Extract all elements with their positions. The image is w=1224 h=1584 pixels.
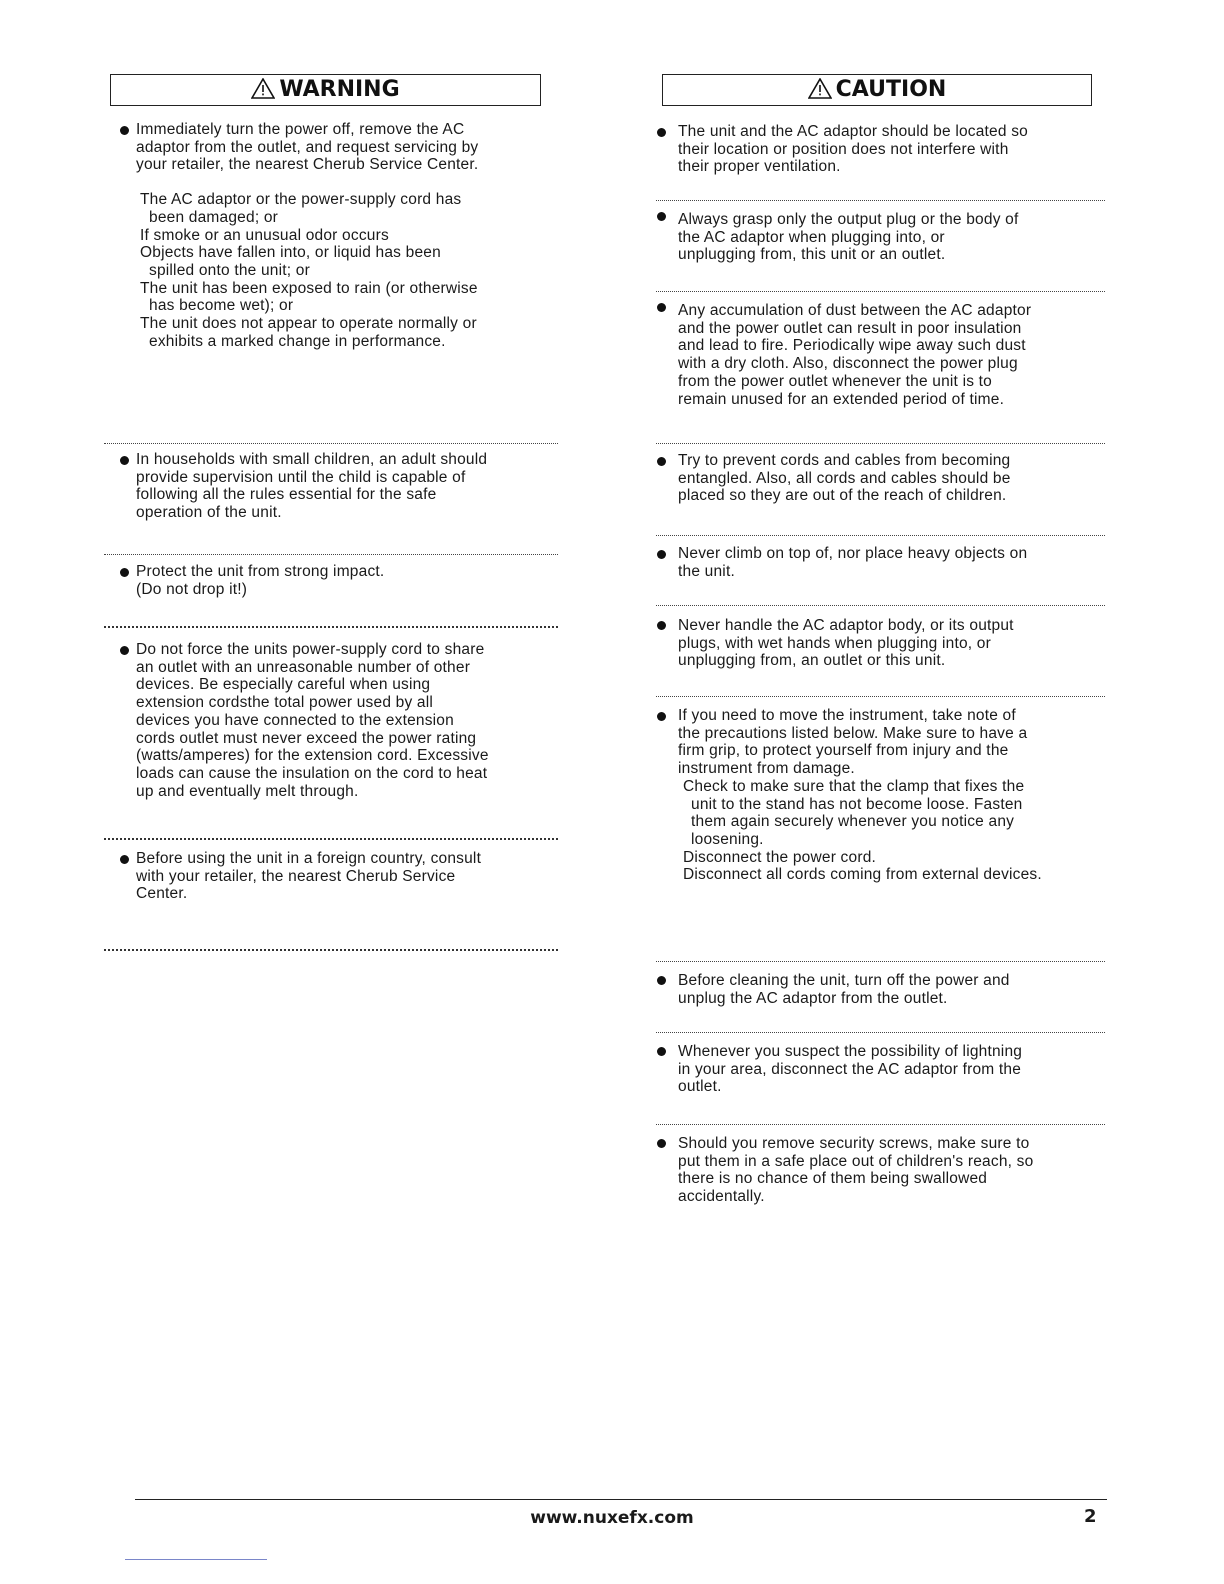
warning-item-line: your retailer, the nearest Cherub Service Center. bbox=[136, 156, 479, 174]
dotted-separator bbox=[656, 291, 1105, 292]
caution-item-line: and the power outlet can result in poor insulation bbox=[678, 319, 1022, 337]
dotted-separator bbox=[104, 554, 558, 555]
warning-item-line: Protect the unit from strong impact. bbox=[136, 563, 385, 580]
bullet-icon bbox=[657, 457, 666, 466]
warning-item-line: up and eventually melt through. bbox=[136, 782, 359, 800]
bullet-icon bbox=[657, 212, 666, 221]
caution-item bbox=[678, 1043, 1022, 1096]
warning-item-line: adaptor from the outlet, and request servicing by bbox=[136, 138, 479, 156]
warning-item-line: (watts/amperes) for the extension cord. Excessive bbox=[136, 747, 489, 765]
caution-item-line: put them in a safe place out of children's reach, so bbox=[678, 1152, 1034, 1170]
warning-item-line: an outlet with an unreasonable number of other bbox=[136, 658, 471, 676]
caution-item bbox=[678, 211, 1018, 264]
bullet-icon bbox=[657, 550, 666, 559]
caution-item-line: If you need to move the instrument, take note of bbox=[678, 707, 1016, 724]
dotted-separator bbox=[656, 605, 1105, 606]
warning-item-line: Center. bbox=[136, 885, 188, 902]
caution-item-line: instrument from damage. bbox=[678, 760, 855, 778]
caution-item-line: and lead to fire. Periodically wipe away such dust bbox=[678, 337, 1026, 355]
condition-line: exhibits a marked change in performance. bbox=[149, 333, 446, 350]
warning-item-line: Do not force the units power-supply cord to share bbox=[136, 641, 485, 658]
dotted-separator bbox=[656, 1032, 1105, 1033]
dotted-separator bbox=[104, 443, 558, 444]
caution-item-line: Try to prevent cords and cables from becoming bbox=[678, 452, 1011, 469]
caution-item bbox=[678, 1135, 1033, 1206]
caution-item-line: outlet. bbox=[678, 1078, 722, 1096]
warning-item-line: with your retailer, the nearest Cherub Service bbox=[136, 867, 456, 885]
footer-rule bbox=[135, 1499, 1107, 1500]
caution-item-line: the precautions listed below. Make sure to have a bbox=[678, 724, 1028, 742]
caution-item-line: placed so they are out of the reach of children. bbox=[678, 487, 1007, 505]
warning-item bbox=[136, 641, 489, 800]
warning-item bbox=[136, 563, 384, 598]
caution-item bbox=[678, 972, 1010, 1007]
caution-item bbox=[678, 545, 1027, 580]
warning-item-line: devices you have connected to the extension bbox=[136, 711, 454, 729]
caution-item-line: accidentally. bbox=[678, 1188, 765, 1206]
warning-title: WARNING bbox=[279, 77, 400, 102]
bullet-icon bbox=[657, 128, 666, 137]
caution-item bbox=[678, 123, 1028, 176]
caution-triangle-icon bbox=[808, 78, 832, 99]
move-step-line: Disconnect the power cord. bbox=[683, 849, 877, 866]
warning-item-line: In households with small children, an adult should bbox=[136, 451, 488, 468]
caution-item-line: their proper ventilation. bbox=[678, 158, 841, 176]
warning-item-line: Before using the unit in a foreign country, consult bbox=[136, 850, 482, 867]
warning-item bbox=[136, 451, 487, 522]
caution-item-line: with a dry cloth. Also, disconnect the power plug bbox=[678, 355, 1018, 373]
bullet-icon bbox=[657, 1047, 666, 1056]
condition-line: spilled onto the unit; or bbox=[149, 262, 310, 279]
dotted-separator bbox=[656, 696, 1105, 697]
caution-item-line: Any accumulation of dust between the AC adaptor bbox=[678, 302, 1032, 319]
caution-item-line: Always grasp only the output plug or the body of bbox=[678, 211, 1019, 228]
caution-item-line: from the power outlet whenever the unit is to bbox=[678, 372, 992, 390]
condition-line: been damaged; or bbox=[149, 209, 279, 226]
bullet-icon bbox=[120, 855, 129, 864]
caution-item bbox=[678, 617, 1014, 670]
dotted-separator bbox=[656, 961, 1105, 962]
caution-item bbox=[678, 452, 1011, 505]
warning-item-line: devices. Be especially careful when using bbox=[136, 676, 431, 694]
condition-line: The unit does not appear to operate normally or bbox=[140, 315, 477, 332]
caution-item-line: Should you remove security screws, make sure to bbox=[678, 1135, 1030, 1152]
warning-item-line: following all the rules essential for the safe bbox=[136, 486, 437, 504]
warning-item-line: operation of the unit. bbox=[136, 504, 282, 522]
dotted-separator bbox=[656, 1124, 1105, 1125]
warning-item-line: loads can cause the insulation on the cord to heat bbox=[136, 764, 488, 782]
bullet-icon bbox=[120, 456, 129, 465]
warning-item-line: cords outlet must never exceed the power rating bbox=[136, 729, 477, 747]
caution-item-line: their location or position does not interfere with bbox=[678, 140, 1009, 158]
condition-line: The unit has been exposed to rain (or otherwise bbox=[140, 280, 478, 297]
caution-item-line: plugs, with wet hands when plugging into, or bbox=[678, 634, 991, 652]
dotted-separator bbox=[104, 949, 558, 951]
bullet-icon bbox=[120, 568, 129, 577]
bullet-icon bbox=[657, 1139, 666, 1148]
caution-item-line: there is no chance of them being swallowed bbox=[678, 1170, 988, 1188]
caution-item-line: the unit. bbox=[678, 562, 735, 580]
caution-item-line: Never handle the AC adaptor body, or its output bbox=[678, 617, 1014, 634]
caution-item bbox=[678, 302, 1031, 408]
dotted-separator bbox=[656, 443, 1105, 444]
caution-item-line: unplugging from, this unit or an outlet. bbox=[678, 246, 946, 264]
condition-line: The AC adaptor or the power-supply cord has bbox=[140, 191, 462, 208]
move-step-line: them again securely whenever you notice any bbox=[691, 813, 1015, 830]
caution-item bbox=[678, 707, 1027, 778]
warning-item bbox=[136, 121, 478, 174]
caution-item-line: firm grip, to protect yourself from injury and the bbox=[678, 742, 1009, 760]
warning-item-line: Immediately turn the power off, remove the AC bbox=[136, 121, 465, 138]
dotted-separator bbox=[656, 200, 1105, 201]
footnote-rule bbox=[125, 1559, 267, 1560]
bullet-icon bbox=[657, 976, 666, 985]
bullet-icon bbox=[657, 303, 666, 312]
dotted-separator bbox=[656, 535, 1105, 536]
condition-line: If smoke or an unusual odor occurs bbox=[140, 227, 389, 244]
caution-item-line: entangled. Also, all cords and cables should be bbox=[678, 469, 1011, 487]
caution-title: CAUTION bbox=[835, 77, 947, 102]
caution-item-line: Never climb on top of, nor place heavy objects on bbox=[678, 545, 1028, 562]
caution-item-line: Whenever you suspect the possibility of lightning bbox=[678, 1043, 1023, 1060]
condition-line: Objects have fallen into, or liquid has been bbox=[140, 244, 441, 261]
warning-item bbox=[136, 850, 481, 903]
dotted-separator bbox=[104, 626, 558, 628]
footer-url: www.nuxefx.com bbox=[530, 1508, 694, 1528]
move-step-line: loosening. bbox=[691, 831, 764, 848]
caution-header bbox=[662, 74, 1092, 106]
warning-item-line: provide supervision until the child is capable of bbox=[136, 468, 466, 486]
bullet-icon bbox=[657, 621, 666, 630]
caution-item-line: The unit and the AC adaptor should be located so bbox=[678, 123, 1028, 140]
dotted-separator bbox=[104, 838, 558, 840]
caution-item-line: remain unused for an extended period of time. bbox=[678, 390, 1005, 408]
move-step-line: Disconnect all cords coming from external devices. bbox=[683, 866, 1042, 883]
bullet-icon bbox=[120, 126, 129, 135]
page-number: 2 bbox=[1084, 1506, 1097, 1527]
warning-item-line: extension cordsthe total power used by all bbox=[136, 694, 434, 712]
caution-item-line: the AC adaptor when plugging into, or bbox=[678, 228, 945, 246]
caution-item-line: unplug the AC adaptor from the outlet. bbox=[678, 989, 948, 1007]
move-step-line: Check to make sure that the clamp that fixes the bbox=[683, 778, 1025, 795]
bullet-icon bbox=[120, 646, 129, 655]
warning-item-line: (Do not drop it!) bbox=[136, 580, 248, 598]
condition-line: has become wet); or bbox=[149, 297, 294, 314]
caution-item-line: unplugging from, an outlet or this unit. bbox=[678, 652, 946, 670]
caution-item-line: in your area, disconnect the AC adaptor from the bbox=[678, 1060, 1022, 1078]
bullet-icon bbox=[657, 712, 666, 721]
caution-item-line: Before cleaning the unit, turn off the power and bbox=[678, 972, 1010, 989]
warning-header bbox=[110, 74, 541, 106]
warning-triangle-icon bbox=[251, 78, 275, 99]
move-step-line: unit to the stand has not become loose. Fasten bbox=[691, 796, 1023, 813]
